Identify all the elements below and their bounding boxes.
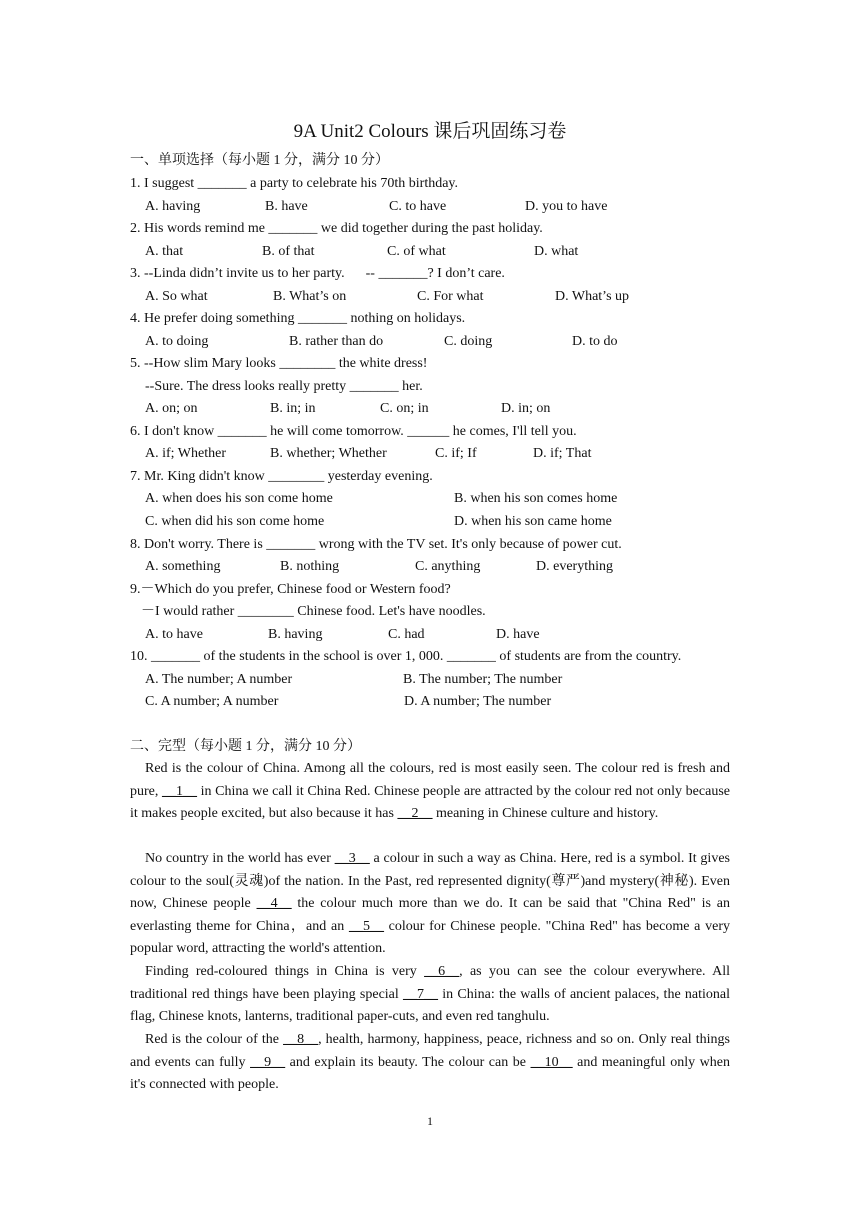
cloze-paragraph-1 bbox=[130, 758, 730, 826]
cloze-blank-4: __4__ bbox=[256, 896, 292, 912]
q3-option-b: B. What’s on bbox=[273, 289, 347, 304]
q9-option-d: D. have bbox=[496, 627, 540, 642]
q7-option-c: C. when did his son come home bbox=[145, 514, 325, 529]
q1-option-a: A. having bbox=[145, 199, 201, 214]
q5-option-a: A. on; on bbox=[145, 401, 198, 416]
q5-option-c: C. on; in bbox=[380, 401, 429, 416]
cloze-blank-9: __9__ bbox=[250, 1054, 286, 1070]
paragraph-text: the colour much more than we do. It can be said that "China Red" is an everlasting theme for China，and an bbox=[130, 896, 730, 934]
q7-option-b: B. when his son comes home bbox=[454, 491, 618, 506]
paragraph-text: in China: the walls of ancient palaces, the national flag, Chinese knots, lanterns, traditional paper-cuts, and even red tanghulu. bbox=[130, 986, 730, 1025]
q4-option-c: C. doing bbox=[444, 334, 493, 349]
paragraph-text: in China we call it China Red. Chinese people are attracted by the colour red not only because it makes people excited, but also because it has bbox=[130, 783, 730, 822]
section1-heading: 一、单项选择（每小题 1 分，满分 10 分） bbox=[130, 153, 389, 168]
q10-option-a: A. The number; A number bbox=[145, 672, 293, 687]
q4-option-d: D. to do bbox=[572, 334, 618, 349]
q9-option-c: C. had bbox=[388, 627, 425, 642]
question-1-stem: 1. I suggest _______ a party to celebrate his 70th birthday. bbox=[130, 176, 459, 191]
page-title: 9A Unit2 Colours 课后巩固练习卷 bbox=[293, 121, 567, 142]
question-2-stem: 2. His words remind me _______ we did together during the past holiday. bbox=[130, 221, 543, 236]
q4-option-b: B. rather than do bbox=[289, 334, 384, 349]
q10-option-c: C. A number; A number bbox=[145, 694, 279, 709]
question-7-stem: 7. Mr. King didn't know ________ yesterday evening. bbox=[130, 469, 433, 484]
q3-option-d: D. What’s up bbox=[555, 289, 630, 304]
question-4-stem: 4. He prefer doing something _______ nothing on holidays. bbox=[130, 311, 466, 326]
cloze-blank-3: __3__ bbox=[334, 851, 370, 866]
q6-option-a: A. if; Whether bbox=[145, 446, 226, 461]
q4-option-a: A. to doing bbox=[145, 334, 209, 349]
question-3-stem: 3. --Linda didn’t invite us to her party. -- _______? I don’t care. bbox=[130, 266, 505, 281]
cloze-blank-5: __5__ bbox=[348, 918, 384, 934]
cloze-paragraph-2 bbox=[130, 848, 730, 961]
q8-option-b: B. nothing bbox=[280, 559, 340, 574]
section2-heading: 二、完型（每小题 1 分，满分 10 分） bbox=[130, 739, 361, 754]
q3-option-a: A. So what bbox=[145, 289, 208, 304]
q3-option-c: C. For what bbox=[417, 289, 484, 304]
q2-option-c: C. of what bbox=[387, 244, 446, 259]
q1-option-d: D. you to have bbox=[525, 199, 608, 214]
paragraph-text: and meaningful only when it's connected with people. bbox=[130, 1054, 730, 1093]
paragraph-text: Finding red-coloured things in China is very bbox=[145, 964, 425, 979]
cloze-blank-6: __6__ bbox=[424, 964, 460, 979]
cloze-paragraph-3 bbox=[130, 961, 730, 1029]
question-10-stem: 10. _______ of the students in the school is over 1, 000. _______ of students are from the country. bbox=[130, 649, 682, 664]
question-8-stem: 8. Don't worry. There is _______ wrong with the TV set. It's only because of power cut. bbox=[130, 537, 622, 552]
q10-option-d: D. A number; The number bbox=[404, 694, 552, 709]
cloze-blank-7: __7__ bbox=[403, 986, 439, 1002]
q7-option-a: A. when does his son come home bbox=[145, 491, 333, 506]
question-9-stem-line2: －I would rather ________ Chinese food. Let's have noodles. bbox=[141, 604, 486, 619]
q6-option-b: B. whether; Whether bbox=[270, 446, 387, 461]
q2-option-d: D. what bbox=[534, 244, 579, 259]
paragraph-text: colour for Chinese people. "China Red" has become a very popular word, attracting the world's attention. bbox=[130, 918, 730, 957]
cloze-blank-10: __10__ bbox=[530, 1054, 573, 1070]
paragraph-text: and explain its beauty. The colour can be bbox=[285, 1054, 531, 1070]
q6-option-c: C. if; If bbox=[435, 446, 477, 461]
q8-option-a: A. something bbox=[145, 559, 221, 574]
q10-option-b: B. The number; The number bbox=[403, 672, 563, 687]
q6-option-d: D. if; That bbox=[533, 446, 592, 461]
q2-option-b: B. of that bbox=[262, 244, 315, 259]
q2-option-a: A. that bbox=[145, 244, 184, 259]
cloze-blank-8: __8__ bbox=[283, 1032, 319, 1047]
paragraph-text: , as you can see the colour everywhere. All traditional red things have been playing special bbox=[130, 964, 730, 1002]
paragraph-text: a colour in such a way as China. Here, red is a symbol. It gives colour to the soul(灵魂)of the nation. In the Past, red represented dignity(尊严)and mystery(神秘). Even now, Chinese people bbox=[130, 851, 730, 912]
paragraph-text: , health, harmony, happiness, peace, richness and so on. Only real things and events can fully bbox=[130, 1032, 730, 1070]
q5-option-d: D. in; on bbox=[501, 401, 551, 416]
paragraph-text: meaning in Chinese culture and history. bbox=[432, 806, 659, 822]
cloze-blank-1: __1__ bbox=[162, 783, 198, 799]
question-6-stem: 6. I don't know _______ he will come tomorrow. ______ he comes, I'll tell you. bbox=[130, 424, 577, 439]
paragraph-text: No country in the world has ever bbox=[145, 851, 335, 866]
question-5-stem: 5. --How slim Mary looks ________ the white dress! bbox=[130, 356, 428, 371]
page-number: 1 bbox=[427, 1114, 433, 1128]
paragraph-text: Red is the colour of the bbox=[145, 1032, 284, 1047]
q5-option-b: B. in; in bbox=[270, 401, 316, 416]
q9-option-b: B. having bbox=[268, 627, 323, 642]
q8-option-d: D. everything bbox=[536, 559, 613, 574]
paragraph-text: Red is the colour of China. Among all the colours, red is most easily seen. The colour red is fresh and pure, bbox=[130, 761, 730, 799]
q1-option-b: B. have bbox=[265, 199, 308, 214]
cloze-blank-2: __2__ bbox=[397, 806, 433, 822]
question-5-stem-line2: --Sure. The dress looks really pretty _______ her. bbox=[145, 379, 423, 394]
q9-option-a: A. to have bbox=[145, 627, 203, 642]
q1-option-c: C. to have bbox=[389, 199, 447, 214]
q7-option-d: D. when his son came home bbox=[454, 514, 612, 529]
cloze-paragraph-4 bbox=[130, 1029, 730, 1097]
q8-option-c: C. anything bbox=[415, 559, 481, 574]
question-9-stem: 9.－Which do you prefer, Chinese food or Western food? bbox=[130, 582, 451, 597]
